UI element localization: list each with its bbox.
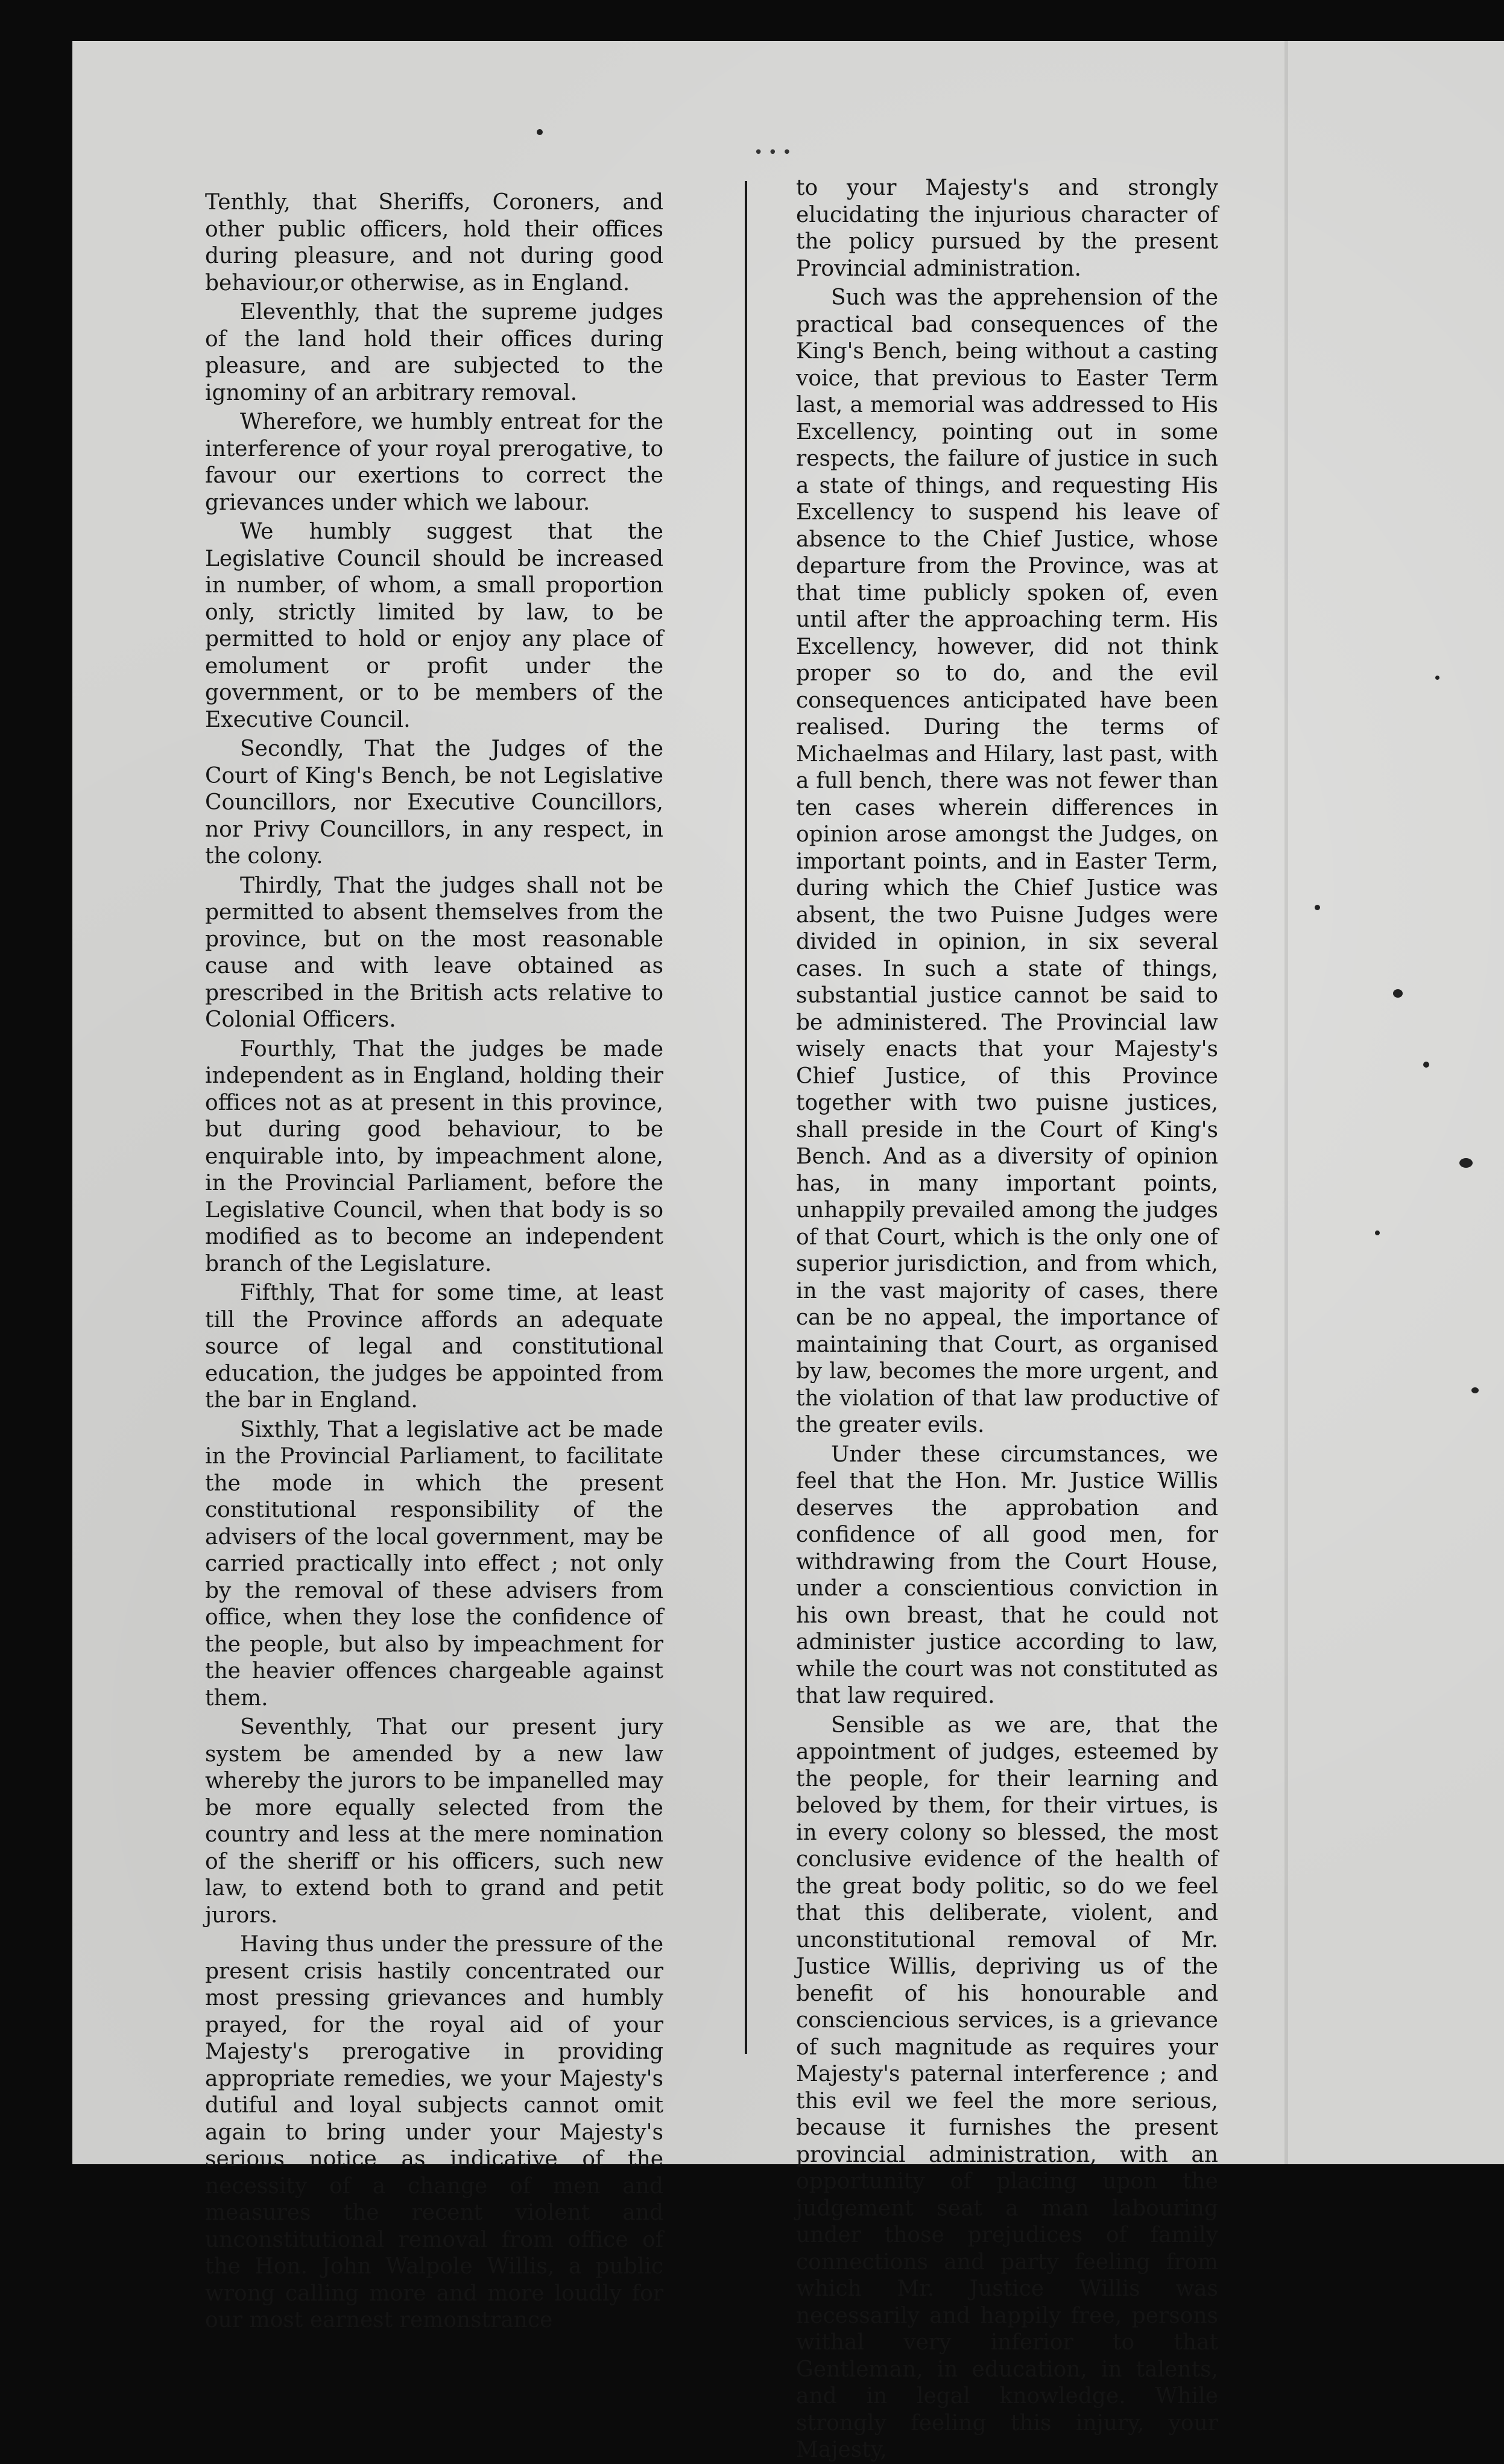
paragraph: Eleventhly, that the supreme judges of the land hold their offices during pleasure, and are subjected to the ignominy of an arbitrary removal. <box>205 300 663 405</box>
paragraph: We humbly suggest that the Legislative Council should be increased in number, of whom, a small proportion only, strictly limited by law, to be permitted to hold or enjoy any place of emolument or profit under the government, or to be members of the Executive Council. <box>205 519 663 732</box>
page-fold-shadow <box>1284 41 1288 2164</box>
paragraph: Having thus under the pressure of the present crisis hastily concentrated our most pressing grievances and humbly prayed, for the royal aid of your Majesty's prerogative in providing appropriate remedies, we your Majesty's dutiful and loyal subjects cannot omit again to bring under your Majesty's serious notice as indicative of the necessity of a change of men and measures the recent violent and unconstitutional removal from office of the Hon. John Walpole Willis, a public wrong calling more and more loudly for our most earnest remonstrance <box>205 1932 663 2333</box>
paragraph: Fifthly, That for some time, at least till the Province affords an adequate source of legal and constitutional education, the judges be appointed from the bar in England. <box>205 1281 663 1413</box>
paragraph: Wherefore, we humbly entreat for the interference of your royal prerogative, to favour our exertions to correct the grievances under which we labour. <box>205 410 663 515</box>
left-column <box>205 189 663 2334</box>
paragraph: to your Majesty's and strongly elucidating the injurious character of the policy pursued by the present Provincial administration. <box>796 176 1218 281</box>
paragraph: Seventhly, That our present jury system be amended by a new law whereby the jurors to be impanelled may be more equally selected from the country and less at the mere nomination of the sheriff or his officers, such new law, to extend both to grand and petit jurors. <box>205 1715 663 1928</box>
paragraph: Sixthly, That a legislative act be made in the Provincial Parliament, to facilitate the mode in which the present constitutional responsibility of the advisers of the local government, may be carried practically into effect ; not only by the removal of these advisers from office, when they lose the confidence of the people, but also by impeachment for the heavier offences chargeable against them. <box>205 1417 663 1711</box>
column-divider <box>745 181 747 2054</box>
paragraph: Under these circumstances, we feel that the Hon. Mr. Justice Willis deserves the approbation and confidence of all good men, for withdrawing from the Court House, under a conscientious conviction in his own breast, that he could not administer justice according to law, while the court was not constituted as that law required. <box>796 1442 1218 1708</box>
paragraph: Sensible as we are, that the appointment of judges, esteemed by the people, for their learning and beloved by them, for their virtues, is in every colony so blessed, the most conclusive evidence of the health of the great body politic, so do we feel that this deliberate, violent, and unconstitutional removal of Mr. Justice Willis, depriving us of the benefit of his honourable and consciencious services, is a grievance of such magnitude as requires your Majesty's paternal interference ; and this evil we feel the more serious, because it furnishes the present provincial administration, with an opportunity of placing upon the judgement seat a man labouring under those prejudices of family connections and party feeling from which Mr. Justice Willis was necessarily and happily free, persons withal very inferior to that Gentleman, in education, in talents, and in legal knowledge. While strongly feeling this injury, your Majesty, <box>796 1712 1218 2462</box>
header-mark: • • • <box>754 144 792 162</box>
paragraph: Tenthly, that Sheriffs, Coroners, and other public officers, hold their offices during pleasure, and not during good behaviour,or otherwise, as in England. <box>205 190 663 296</box>
paragraph: Fourthly, That the judges be made independent as in England, holding their offices not as at present in this province, but during good behaviour, to be enquirable into, by impeachment alone, in the Provincial Parliament, before the Legislative Council, when that body is so modified as to become an independent branch of the Legislature. <box>205 1036 663 1276</box>
paragraph: Such was the apprehension of the practical bad consequences of the King's Bench, being without a casting voice, that previous to Easter Term last, a memorial was addressed to His Excellency, pointing out in some respects, the failure of justice in such a state of things, and requesting His Excellency to suspend his leave of absence to the Chief Justice, whose departure from the Province, was at that time publicly spoken of, even until after the approaching term. His Excellency, however, did not think proper so to do, and the evil consequences anticipated have been realised. During the terms of Michaelmas and Hilary, last past, with a full bench, there was not fewer than ten cases wherein differences in opinion arose amongst the Judges, on important points, and in Easter Term, during which the Chief Justice was absent, the two Puisne Judges were divided in opinion, in six several cases. In such a state of things, substantial justice cannot be said to be administered. The Provincial law wisely enacts that your Majesty's Chief Justice, of this Province together with two puisne justices, shall preside in the Court of King's Bench. And as a diversity of opinion has, in many important points, unhappily prevailed among the judges of that Court, which is the only one of superior jurisdiction, and from which, in the vast majority of cases, there can be no appeal, the importance of maintaining that Court, as organised by law, becomes the more urgent, and the violation of that law productive of the greater evils. <box>796 285 1218 1437</box>
paragraph: Secondly, That the Judges of the Court of King's Bench, be not Legislative Councillors, nor Executive Councillors, nor Privy Councillors, in any respect, in the colony. <box>205 736 663 869</box>
paragraph: Thirdly, That the judges shall not be permitted to absent themselves from the province, but on the most reasonable cause and with leave obtained as prescribed in the British acts relative to Colonial Officers. <box>205 873 663 1032</box>
right-column <box>796 175 1218 2464</box>
